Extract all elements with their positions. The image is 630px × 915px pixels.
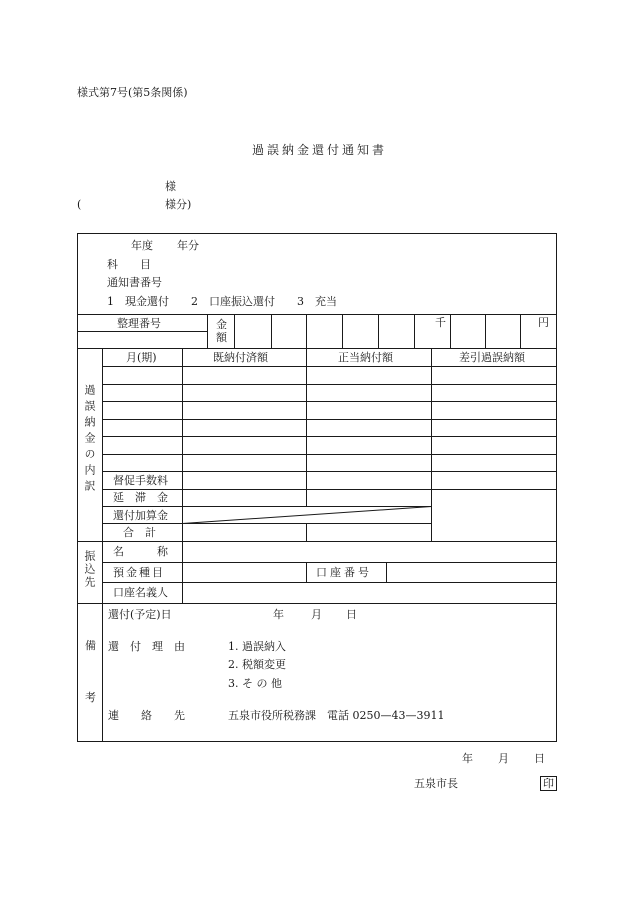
refund-method-options: 1 現金還付 2 口座振込還付 3 充当 bbox=[107, 295, 337, 308]
reason-option-3: 3. そ の 他 bbox=[228, 677, 282, 690]
kanpu-date-hi: 日 bbox=[346, 608, 357, 621]
row-label-total: 合 計 bbox=[123, 526, 156, 539]
kingaku-label-1: 金 bbox=[216, 318, 227, 331]
col-header-overpaid-difference: 差引過誤納額 bbox=[459, 351, 525, 364]
row-label-entaikin: 延 滞 金 bbox=[113, 491, 168, 504]
col-header-already-paid: 既納付済額 bbox=[213, 351, 268, 364]
furikomi-side-label: 振込先 bbox=[83, 550, 96, 589]
kingaku-label-2: 額 bbox=[216, 331, 227, 344]
col-header-month: 月(期) bbox=[126, 351, 157, 364]
breakdown-side-label: 過誤納金の内訳 bbox=[83, 384, 96, 496]
kanpu-reason-label: 還 付 理 由 bbox=[108, 640, 185, 653]
tsuchisho-bango-label: 通知書番号 bbox=[107, 276, 162, 289]
addressee-paren-open: ( bbox=[77, 198, 82, 211]
reason-option-1: 1. 過誤納入 bbox=[228, 640, 286, 653]
en-unit: 円 bbox=[538, 316, 549, 329]
furikomi-name-label: 名 称 bbox=[113, 545, 168, 558]
reason-option-2: 2. 税額変更 bbox=[228, 658, 286, 671]
contact-label: 連 絡 先 bbox=[108, 709, 185, 722]
biko-side-label-bottom: 考 bbox=[85, 691, 96, 704]
kanpu-date-tsuki: 月 bbox=[311, 608, 322, 621]
koza-meigi-label: 口座名義人 bbox=[113, 586, 168, 599]
col-header-correct-amount: 正当納付額 bbox=[338, 351, 393, 364]
kanpu-date-nen: 年 bbox=[273, 608, 284, 621]
footer-hi: 日 bbox=[534, 752, 545, 765]
row-label-tokusoku: 督促手数料 bbox=[113, 474, 168, 487]
form-number: 様式第7号(第5条関係) bbox=[77, 86, 188, 99]
addressee-sama-bun: 様分) bbox=[165, 198, 192, 211]
kanpu-date-label: 還付(予定)日 bbox=[108, 608, 172, 621]
row-label-kanpu-kasankin: 還付加算金 bbox=[113, 509, 168, 522]
sen-unit: 千 bbox=[435, 316, 446, 329]
biko-side-label-top: 備 bbox=[85, 639, 96, 652]
yokin-shumoku-label: 預金種目 bbox=[113, 566, 165, 579]
nendo-label: 年度 bbox=[131, 239, 153, 252]
seiri-bango-label: 整理番号 bbox=[117, 317, 161, 330]
addressee-sama: 様 bbox=[165, 180, 176, 193]
contact-value: 五泉市役所税務課 電話 0250—43—3911 bbox=[228, 709, 445, 722]
kamoku-label: 科 目 bbox=[107, 258, 151, 271]
seal-mark: 印 bbox=[540, 776, 557, 791]
nenbun-label: 年分 bbox=[177, 239, 199, 252]
document-title: 過誤納金還付通知書 bbox=[252, 143, 388, 157]
footer-nen: 年 bbox=[462, 752, 473, 765]
mayor-title: 五泉市長 bbox=[414, 777, 458, 790]
footer-tsuki: 月 bbox=[498, 752, 509, 765]
koza-bango-label: 口座番号 bbox=[316, 566, 372, 579]
